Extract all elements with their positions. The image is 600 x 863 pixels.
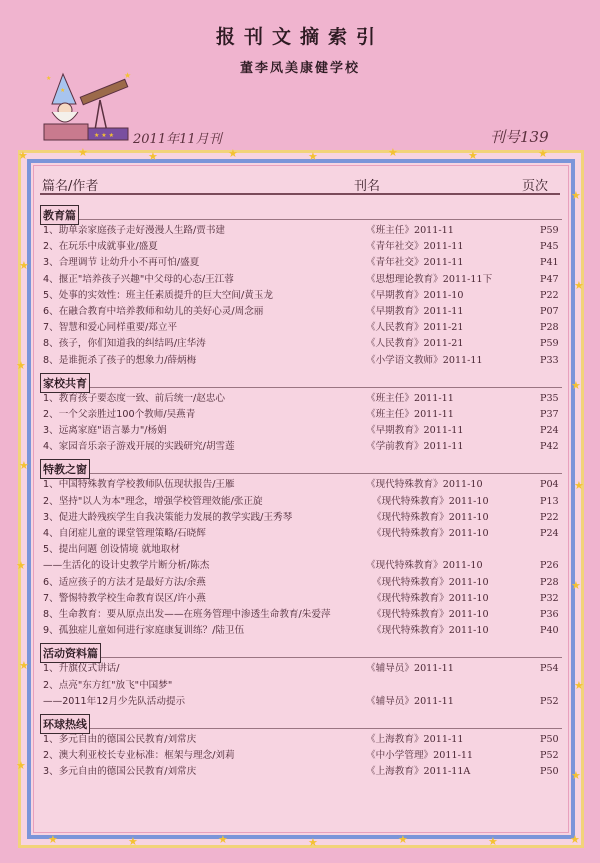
entry-title: 2、坚持"以人为本"理念，增强学校管理效能/张正旋: [43, 495, 263, 507]
entry-page: P45: [540, 241, 559, 253]
page-title: 报刊文摘索引: [215, 26, 384, 48]
entry-page: P37: [540, 408, 559, 420]
index-entry: [40, 542, 562, 558]
entry-journal: 《现代特殊教育》2011-10: [366, 479, 483, 491]
section-header: [40, 710, 562, 732]
entry-journal: 《班主任》2011-11: [366, 408, 454, 420]
entry-page: P07: [540, 305, 559, 317]
section-rule: [40, 219, 562, 220]
school-name: 董李凤美康健学校: [239, 61, 360, 76]
index-entry: [40, 336, 562, 352]
index-entry: [40, 494, 562, 510]
star-border-decoration: ★ ★ ★ ★ ★ ★ ★ ★ ★ ★ ★ ★ ★ ★ ★ ★ ★ ★ ★ ★ ★ ★ ★ ★ ★ ★ ★ ★: [16, 146, 584, 849]
section-header: [40, 201, 562, 223]
wizard-telescope-illustration: [38, 66, 138, 146]
section-header: [40, 369, 562, 391]
entry-journal: 《人民教育》2011-21: [366, 322, 464, 334]
index-list: [40, 201, 562, 780]
entry-title: 1、教育孩子要态度一致、前后统一/赵忠心: [43, 392, 226, 404]
entry-page: P52: [540, 695, 559, 707]
entry-journal: 《现代特殊教育》2011-10: [372, 608, 489, 620]
entry-journal: 《班主任》2011-11: [366, 225, 454, 236]
section-title: 特教之窗: [40, 459, 90, 479]
index-entry: [40, 678, 562, 694]
entry-page: P50: [540, 766, 559, 778]
index-entry: [40, 439, 562, 455]
entry-page: P32: [540, 592, 559, 604]
entry-journal: 《现代特殊教育》2011-10: [372, 528, 489, 539]
entry-page: P26: [540, 560, 559, 572]
index-entry: [40, 694, 562, 710]
index-entry: [40, 623, 562, 639]
entry-page: P24: [540, 528, 559, 539]
entry-page: P24: [540, 425, 559, 437]
entry-page: P33: [540, 354, 559, 366]
index-entry: [40, 239, 562, 255]
svg-text:★: ★: [124, 71, 132, 80]
entry-journal: 《现代特殊教育》2011-10: [372, 511, 489, 523]
entry-page: P42: [540, 441, 559, 453]
entry-journal: 《早期教育》2011-11: [366, 425, 464, 437]
column-header-journal: 刊名: [354, 179, 381, 194]
index-entry: [40, 223, 562, 239]
section-rule: [40, 728, 562, 729]
entry-title: ——2011年12月少先队活动提示: [43, 695, 186, 707]
entry-title: 7、警惕特教学校生命教育误区/许小燕: [43, 592, 206, 604]
index-entry: [40, 288, 562, 304]
entry-page: P35: [540, 392, 559, 404]
entry-journal: 《青年社交》2011-11: [366, 241, 464, 253]
entry-title: 8、孩子，你们知道我的纠结吗/庄华涛: [43, 338, 206, 350]
entry-journal: 《上海教育》2011-11A: [366, 766, 471, 778]
index-entry: [40, 591, 562, 607]
entry-page: P28: [540, 322, 559, 334]
entry-title: 4、自闭症儿童的课堂管理策略/石晓辉: [43, 528, 206, 539]
index-entry: [40, 353, 562, 369]
entry-title: 2、点亮"东方红"放飞"中国梦": [43, 679, 173, 691]
index-entry: [40, 391, 562, 407]
entry-title: 6、适应孩子的方法才是最好方法/余燕: [43, 576, 206, 588]
section-title: 环球热线: [40, 714, 90, 734]
entry-page: P59: [540, 225, 559, 236]
entry-title: 1、多元自由的德国公民教育/刘常庆: [43, 733, 197, 745]
index-entry: [40, 304, 562, 320]
entry-page: P28: [540, 576, 559, 588]
entry-title: 1、升旗仪式讲话/: [43, 663, 120, 675]
entry-journal: 《学前教育》2011-11: [366, 441, 464, 453]
entry-journal: 《辅导员》2011-11: [366, 663, 454, 675]
index-entry: [40, 423, 562, 439]
entry-journal: 《现代特殊教育》2011-10: [372, 625, 489, 637]
entry-title: 8、生命教育：要从原点出发——在班务管理中渗透生命教育/朱爱萍: [43, 608, 331, 620]
entry-journal: 《辅导员》2011-11: [366, 695, 454, 707]
section-title: 活动资料篇: [40, 643, 101, 663]
entry-title: ——生活化的设计史教学片断分析/陈杰: [43, 560, 210, 572]
entry-title: 7、智慧和爱心同样重要/郑立平: [43, 322, 178, 334]
index-entry: [40, 255, 562, 271]
section-header: [40, 455, 562, 477]
entry-title: 3、多元自由的德国公民教育/刘常庆: [43, 766, 197, 778]
entry-title: 2、澳大利亚校长专业标准：框架与理念/刘莉: [43, 750, 235, 762]
section-title: 家校共育: [40, 373, 90, 393]
entry-page: P54: [540, 663, 559, 675]
entry-page: P50: [540, 733, 559, 745]
entry-title: 4、家园音乐亲子游戏开展的实践研究/胡雪莲: [43, 441, 235, 453]
index-entry: [40, 575, 562, 591]
entry-journal: 《思想理论教育》2011-11下: [366, 273, 493, 285]
index-entry: [40, 510, 562, 526]
section-title: 教育篇: [40, 205, 79, 225]
entry-title: 3、远离家庭"语言暴力"/杨娟: [43, 425, 167, 437]
issue-number: 刊号139: [490, 128, 549, 146]
index-entry: [40, 526, 562, 542]
entry-page: P40: [540, 625, 559, 637]
entry-title: 4、揠正"培养孩子兴趣"中父母的心态/王江蓉: [43, 273, 234, 285]
entry-page: P13: [540, 495, 559, 507]
entry-title: 8、是谁扼杀了孩子的想象力/薛炳梅: [43, 354, 197, 366]
entry-page: P22: [540, 511, 559, 523]
issue-date: 2011年11月刊: [133, 132, 222, 147]
index-entry: [40, 607, 562, 623]
index-entry: [40, 320, 562, 336]
section-rule: [40, 473, 562, 474]
entry-title: 5、提出问题 创设情境 就地取材: [43, 544, 180, 556]
index-entry: [40, 272, 562, 288]
entry-journal: 《青年社交》2011-11: [366, 257, 464, 269]
entry-page: P04: [540, 479, 559, 491]
section-rule: [40, 387, 562, 388]
entry-journal: 《早期教育》2011-11: [366, 305, 464, 317]
entry-journal: 《班主任》2011-11: [366, 392, 454, 404]
index-entry: [40, 764, 562, 780]
entry-journal: 《人民教育》2011-21: [366, 338, 464, 350]
entry-title: 5、处事的实效性：班主任素质提升的巨大空间/黄玉龙: [43, 289, 273, 301]
entry-page: P47: [540, 273, 559, 285]
section-rule: [40, 657, 562, 658]
index-entry: [40, 732, 562, 748]
entry-title: 3、促进大龄残疾学生自我决策能力发展的教学实践/王秀琴: [43, 511, 293, 523]
entry-title: 2、在玩乐中成就事业/盛夏: [43, 241, 158, 253]
entry-journal: 《现代特殊教育》2011-10: [366, 560, 483, 572]
svg-text:★ ★ ★: ★ ★ ★: [94, 132, 114, 139]
header-divider: [40, 193, 560, 195]
entry-title: 2、一个父亲胜过100个教师/吴燕青: [43, 408, 196, 420]
entry-title: 1、助单亲家庭孩子走好漫漫人生路/贾书建: [43, 225, 226, 236]
entry-page: P52: [540, 750, 559, 762]
index-entry: [40, 748, 562, 764]
entry-page: P22: [540, 289, 559, 301]
section-header: [40, 639, 562, 661]
entry-title: 6、在融合教育中培养教师和幼儿的美好心灵/周念丽: [43, 305, 264, 317]
entry-journal: 《现代特殊教育》2011-10: [372, 592, 489, 604]
entry-journal: 《上海教育》2011-11: [366, 733, 464, 745]
entry-title: 3、合理调节 让幼升小不再可怕/盛夏: [43, 257, 200, 269]
svg-text:★: ★: [46, 75, 52, 82]
index-entry: [40, 477, 562, 493]
column-header-article: 篇名/作者: [42, 179, 99, 194]
index-entry: [40, 558, 562, 574]
entry-journal: 《现代特殊教育》2011-10: [372, 576, 489, 588]
entry-page: P36: [540, 608, 559, 620]
entry-title: 9、孤独症儿童如何进行家庭康复训练？/陆卫伍: [43, 625, 245, 637]
svg-text:★: ★: [60, 87, 66, 94]
entry-journal: 《中小学管理》2011-11: [366, 750, 474, 762]
entry-journal: 《现代特殊教育》2011-10: [372, 495, 489, 507]
entry-page: P59: [540, 338, 559, 350]
index-entry: [40, 407, 562, 423]
column-header-page: 页次: [522, 179, 549, 194]
index-entry: [40, 661, 562, 677]
entry-journal: 《小学语文教师》2011-11: [366, 354, 483, 366]
entry-title: 1、中国特殊教育学校教师队伍现状报告/王雁: [43, 479, 235, 491]
entry-page: P41: [540, 257, 559, 269]
entry-journal: 《早期教育》2011-10: [366, 289, 464, 301]
